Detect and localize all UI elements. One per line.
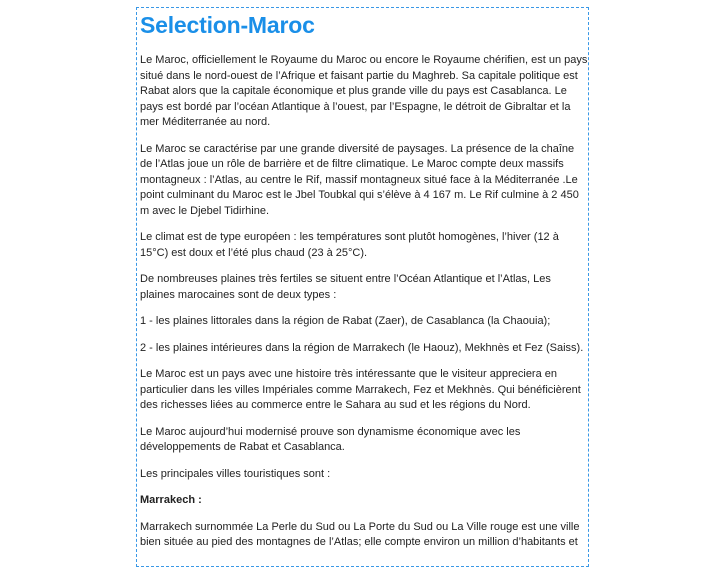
section-heading-marrakech: Marrakech : xyxy=(140,494,202,506)
content-box xyxy=(136,7,589,567)
paragraph-history: Le Maroc est un pays avec une histoire très intéressante que le visiteur appreciera en particulier dans les villes Impériales comme Marrakech, Fez et Mekhnès. Qui bénéficièrent des richesses liées au commerce entre le Sahara au sud et les régions du Nord. xyxy=(140,368,581,411)
paragraph-plains-inland: 2 - les plaines intérieures dans la région de Marrakech (le Haouz), Mekhnès et Fez (Saiss). xyxy=(140,341,584,354)
page-title: Selection-Maroc xyxy=(140,12,315,38)
paragraph-marrakech: Marrakech surnommée La Perle du Sud ou La Porte du Sud ou La Ville rouge est une ville bien située au pied des montagnes de l’Atlas; elle compte environ un million d’habitants et xyxy=(140,520,580,548)
paragraph-climate: Le climat est de type européen : les températures sont plutôt homogènes, l’hiver (12 à 15°C) est doux et l’été plus chaud (23 à 25°C). xyxy=(140,231,559,259)
paragraph-plains: De nombreuses plaines très fertiles se situent entre l’Océan Atlantique et l’Atlas, Les plaines marocaines sont de deux types : xyxy=(140,273,551,301)
paragraph-plains-coastal: 1 - les plaines littorales dans la région de Rabat (Zaer), de Casablanca (la Chaouia); xyxy=(140,315,551,327)
paragraph-intro: Le Maroc, officiellement le Royaume du Maroc ou encore le Royaume chérifien, est un pays situé dans le nord-ouest de l’Afrique et faisant partie du Maghreb. Sa capitale politique est Rabat alors que la capitale économique et plus grande ville du pays est Casablanca. Le pays est bordé par l’océan Atlantique à l’ouest, par l’Espagne, le détroit de Gibraltar et la mer Méditerranée au nord. xyxy=(140,54,588,128)
paragraph-modern: Le Maroc aujourd’hui modernisé prouve son dynamisme économique avec les développements de Rabat et Casablanca. xyxy=(140,425,521,453)
paragraph-cities-intro: Les principales villes touristiques sont : xyxy=(140,467,331,480)
paragraph-landscapes: Le Maroc se caractérise par une grande diversité de paysages. La présence de la chaîne de l’Atlas joue un rôle de barrière et de filtre climatique. Le Maroc compte deux massifs montagneux : l’Atlas, au centre le Rif, massif montagneux situé face à la Méditerranée .Le point culminant du Maroc est le Jbel Toubkal qui s’élève à 4 167 m. Le Rif culmine à 2 450 m avec le Djebel Tidirhine. xyxy=(140,142,579,217)
